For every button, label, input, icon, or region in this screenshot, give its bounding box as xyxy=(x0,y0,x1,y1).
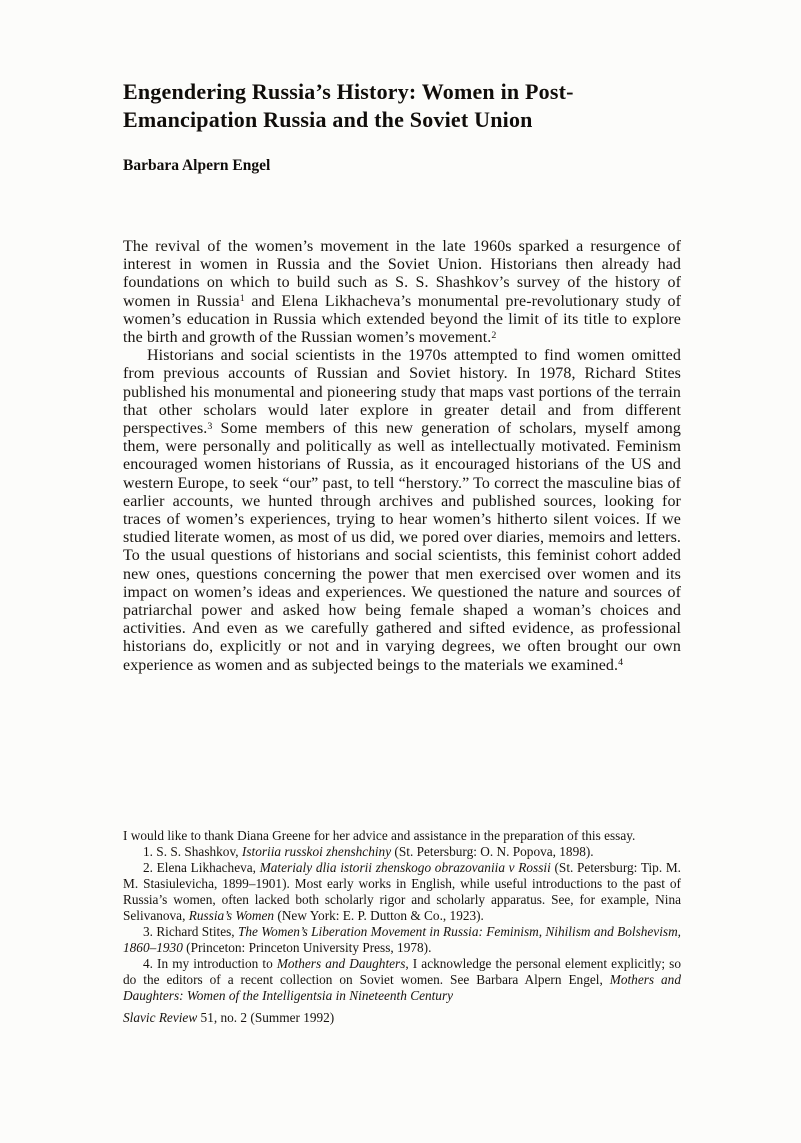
footnote-ref: 3 xyxy=(207,420,213,432)
article-body xyxy=(123,238,681,675)
italic-text: Mothers and Daughters xyxy=(276,956,406,971)
body-paragraph-2 xyxy=(123,347,681,675)
journal-citation xyxy=(123,1010,681,1026)
text-segment: (St. Petersburg: O. N. Popova, 1898). xyxy=(391,844,594,859)
footnote-2 xyxy=(123,860,681,924)
text-segment: , I acknowledge the personal element explicitly; so do the editors of a recent collection on Soviet women. See Barbara Alpern Engel, xyxy=(123,956,681,987)
article-content xyxy=(123,78,681,675)
text-segment: 3. Richard Stites, xyxy=(143,924,238,939)
acknowledgment-note xyxy=(123,828,681,844)
italic-text: Materialy dlia istorii zhenskogo obrazovaniia v Rossii xyxy=(259,860,551,875)
author-name: Barbara Alpern Engel xyxy=(123,157,271,174)
article-title xyxy=(123,78,681,134)
text-segment: 1. S. S. Shashkov, xyxy=(143,844,242,859)
title-line-2: Emancipation Russia and the Soviet Union xyxy=(123,107,533,132)
text-segment: and Elena Likhacheva’s monumental pre-revolutionary study of women’s education in Russia which extended beyond the limit of its title to explore the birth and growth of the Russian women’s movement. xyxy=(123,292,681,347)
footnote-1 xyxy=(123,844,681,860)
footnote-ref: 4 xyxy=(618,657,624,669)
text-segment: The revival of the women’s movement in the late 1960s sparked a resurgence of interest in women in Russia and the Soviet Union. Historians then already had foundations on which to build such as S. S. Shashkov’s survey of the history of women in Russia xyxy=(123,238,681,310)
italic-text: Istoriia russkoi zhenshchiny xyxy=(241,844,392,859)
footnote-4 xyxy=(123,956,681,1004)
italic-text: Russia’s Women xyxy=(188,908,275,923)
footnote-ref: 1 xyxy=(239,293,245,305)
text-segment: Some members of this new generation of scholars, myself among them, were personally and politically as well as intellectually motivated. Feminism encouraged women historians of Russia, as it encouraged historians of the US and western Europe, to seek “our” past, to tell “herstory.” To correct the masculine bias of earlier accounts, we hunted through archives and published sources, looking for traces of women’s experiences, trying to hear women’s hitherto silent voices. If we studied literate women, as most of us did, we pored over diaries, memoirs and letters. To the usual questions of historians and social scientists, this feminist cohort added new ones, questions concerning the power that men exercised over women and its impact on women’s ideas and experiences. We questioned the nature and sources of patriarchal power and asked how being female shaped a woman’s choices and activities. And even as we carefully gathered and sifted evidence, as professional historians do, explicitly or not and in varying degrees, we often brought our own experience as women and as subjected beings to the materials we examined. xyxy=(123,420,681,674)
footnote-3 xyxy=(123,924,681,956)
text-segment: (Princeton: Princeton University Press, 1978). xyxy=(182,940,432,955)
text-segment: 2. Elena Likhacheva, xyxy=(143,860,260,875)
italic-text: Slavic Review xyxy=(123,1010,198,1025)
text-segment: Historians and social scientists in the 1970s attempted to find women omitted from previous accounts of Russian and Soviet history. In 1978, Richard Stites published his monumental and pioneering study that maps vast portions of the terrain that other scholars would later explore in greater detail and from different perspectives. xyxy=(123,347,681,438)
text-segment: (St. Petersburg: Tip. M. M. Stasiulevicha, 1899–1901). Most early works in English, while useful introductions to the past of Russia’s women, often lacked both scholarly rigor and scholarly apparatus. See, for example, Nina Selivanova, xyxy=(123,860,681,923)
text-segment: I would like to thank Diana Greene for her advice and assistance in the preparation of this essay. xyxy=(123,828,636,843)
text-segment: 4. In my introduction to xyxy=(143,956,277,971)
italic-text: Mothers and Daughters: Women of the Intelligentsia in Nineteenth Century xyxy=(123,972,681,1003)
body-paragraph-1 xyxy=(123,238,681,347)
text-segment: (New York: E. P. Dutton & Co., 1923). xyxy=(274,908,484,923)
italic-text: The Women’s Liberation Movement in Russia: Feminism, Nihilism and Bolshevism, 1860–1930 xyxy=(123,924,681,955)
footnote-ref: 2 xyxy=(491,329,497,341)
text-segment: 51, no. 2 (Summer 1992) xyxy=(197,1010,335,1025)
title-line-1: Engendering Russia’s History: Women in Post- xyxy=(123,79,574,104)
footnotes-section xyxy=(123,828,681,1026)
